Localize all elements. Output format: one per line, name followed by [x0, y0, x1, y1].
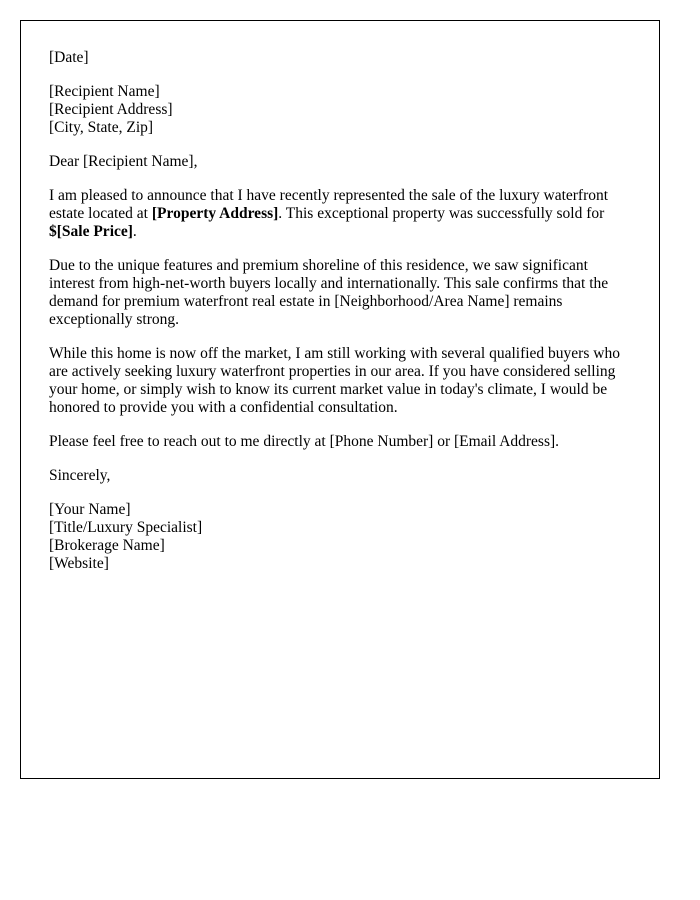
signature-title: [Title/Luxury Specialist] [49, 519, 203, 536]
signature-name: [Your Name] [49, 501, 131, 518]
signature-block [49, 501, 633, 573]
announcement-text-3: . [132, 223, 137, 240]
letter-page [20, 20, 660, 779]
recipient-block [49, 83, 633, 137]
announcement-text-2: . This exceptional property was successfully sold for [278, 205, 605, 222]
paragraph-demand: Due to the unique features and premium shoreline of this residence, we saw significant interest from high-net-worth buyers locally and internationally. This sale confirms that the demand for premium waterfront real estate in [Neighborhood/Area Name] remains exceptionally strong. [49, 257, 609, 328]
paragraph-announcement [49, 187, 633, 241]
signature-website: [Website] [49, 555, 109, 572]
announcement-text-1: I am pleased to announce that I have recently represented the sale of the luxury waterfront estate located at [49, 187, 609, 222]
paragraph-contact: Please feel free to reach out to me directly at [Phone Number] or [Email Address]. [49, 433, 560, 450]
letter-body [49, 49, 633, 589]
paragraph-offer: While this home is now off the market, I am still working with several qualified buyers who are actively seeking luxury waterfront properties in our area. If you have considered selling your home, or simply wish to know its current market value in today's climate, I would be honored to provide you with a confidential consultation. [49, 345, 620, 416]
recipient-name: [Recipient Name] [49, 83, 160, 100]
closing: Sincerely, [49, 467, 111, 484]
recipient-city-state-zip: [City, State, Zip] [49, 119, 154, 136]
property-address: [Property Address] [151, 205, 279, 222]
signature-brokerage: [Brokerage Name] [49, 537, 165, 554]
letter-date: [Date] [49, 49, 89, 66]
recipient-address: [Recipient Address] [49, 101, 173, 118]
salutation: Dear [Recipient Name], [49, 153, 198, 170]
sale-price: $[Sale Price] [49, 223, 133, 240]
